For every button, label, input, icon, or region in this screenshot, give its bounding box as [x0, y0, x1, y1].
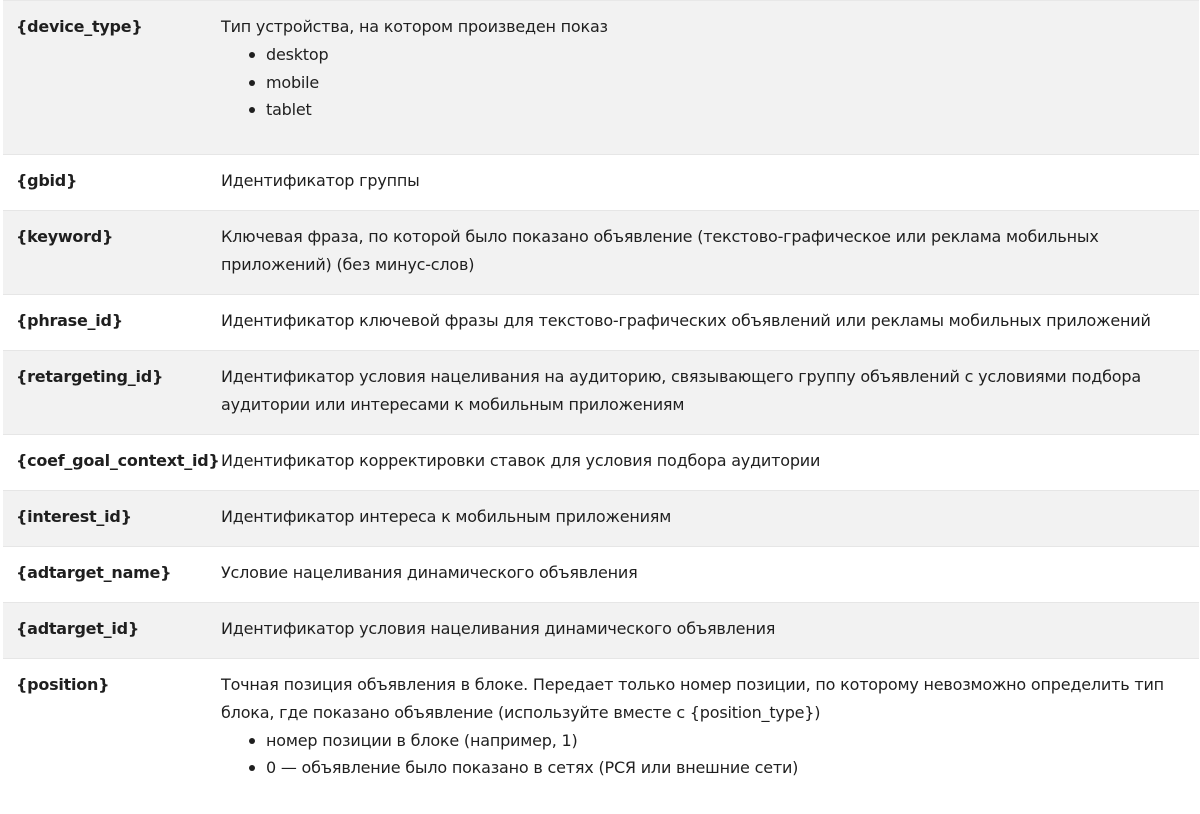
- values-list: [221, 41, 1183, 124]
- param-name: {keyword}: [16, 226, 114, 246]
- param-description: Ключевая фраза, по которой было показано объявление (текстово-графическое или реклама мобильных приложений) (без минус-слов): [221, 226, 1099, 274]
- param-name: {coef_goal_context_id}: [16, 450, 220, 470]
- param-name: {position}: [16, 674, 110, 694]
- bullet-icon: [249, 738, 255, 744]
- param-name: {retargeting_id}: [16, 366, 164, 386]
- param-name: {gbid}: [16, 170, 78, 190]
- list-item-text: номер позиции в блоке (например, 1): [266, 730, 578, 750]
- values-list: [221, 727, 1183, 782]
- param-name: {phrase_id}: [16, 310, 123, 330]
- list-item: [249, 754, 1183, 782]
- table-row-adtarget-name: [3, 547, 1199, 603]
- list-item-text: tablet: [266, 100, 312, 119]
- table-row-coef-goal-context-id: [3, 435, 1199, 491]
- param-description: Идентификатор корректировки ставок для условия подбора аудитории: [221, 450, 821, 470]
- param-name: {adtarget_id}: [16, 618, 140, 638]
- list-item-text: 0 — объявление было показано в сетях (РСЯ или внешние сети): [266, 758, 799, 777]
- bullet-icon: [249, 80, 255, 86]
- table-row-phrase-id: [3, 295, 1199, 351]
- param-description: [221, 13, 1199, 124]
- table-row-retargeting-id: [3, 351, 1199, 435]
- list-item-text: desktop: [266, 45, 329, 64]
- list-item: [249, 727, 1183, 755]
- description-text: Тип устройства, на котором произведен показ: [221, 17, 608, 36]
- bullet-icon: [249, 765, 255, 771]
- bullet-icon: [249, 107, 255, 113]
- param-description: Идентификатор интереса к мобильным приложениям: [221, 506, 672, 526]
- param-description: Идентификатор условия нацеливания динамического объявления: [221, 618, 776, 638]
- table-row-gbid: [3, 155, 1199, 211]
- description-text: Точная позиция объявления в блоке. Передает только номер позиции, по которому невозможно определить тип блока, где показано объявление (используйте вместе с {position_type}): [221, 674, 1164, 722]
- list-item-text: mobile: [266, 72, 320, 92]
- param-name: {interest_id}: [16, 506, 132, 526]
- list-item: [249, 96, 1183, 124]
- param-description: Идентификатор группы: [221, 170, 420, 190]
- table-row-device-type: [3, 1, 1199, 155]
- parameters-table: [3, 0, 1199, 794]
- param-description: Идентификатор условия нацеливания на аудиторию, связывающего группу объявлений с условиями подбора аудитории или интересами к мобильным приложениям: [221, 366, 1141, 414]
- bullet-icon: [249, 52, 255, 58]
- param-name: {adtarget_name}: [16, 562, 172, 582]
- table-row-adtarget-id: [3, 603, 1199, 659]
- param-description: Условие нацеливания динамического объявления: [221, 562, 638, 582]
- param-name: {device_type}: [16, 17, 143, 36]
- param-description: [221, 671, 1199, 782]
- list-item: [249, 69, 1183, 97]
- table-row-position: [3, 659, 1199, 794]
- table-row-interest-id: [3, 491, 1199, 547]
- list-item: [249, 41, 1183, 69]
- param-description: Идентификатор ключевой фразы для текстово-графических объявлений или рекламы мобильных приложений: [221, 310, 1151, 330]
- table-row-keyword: [3, 211, 1199, 295]
